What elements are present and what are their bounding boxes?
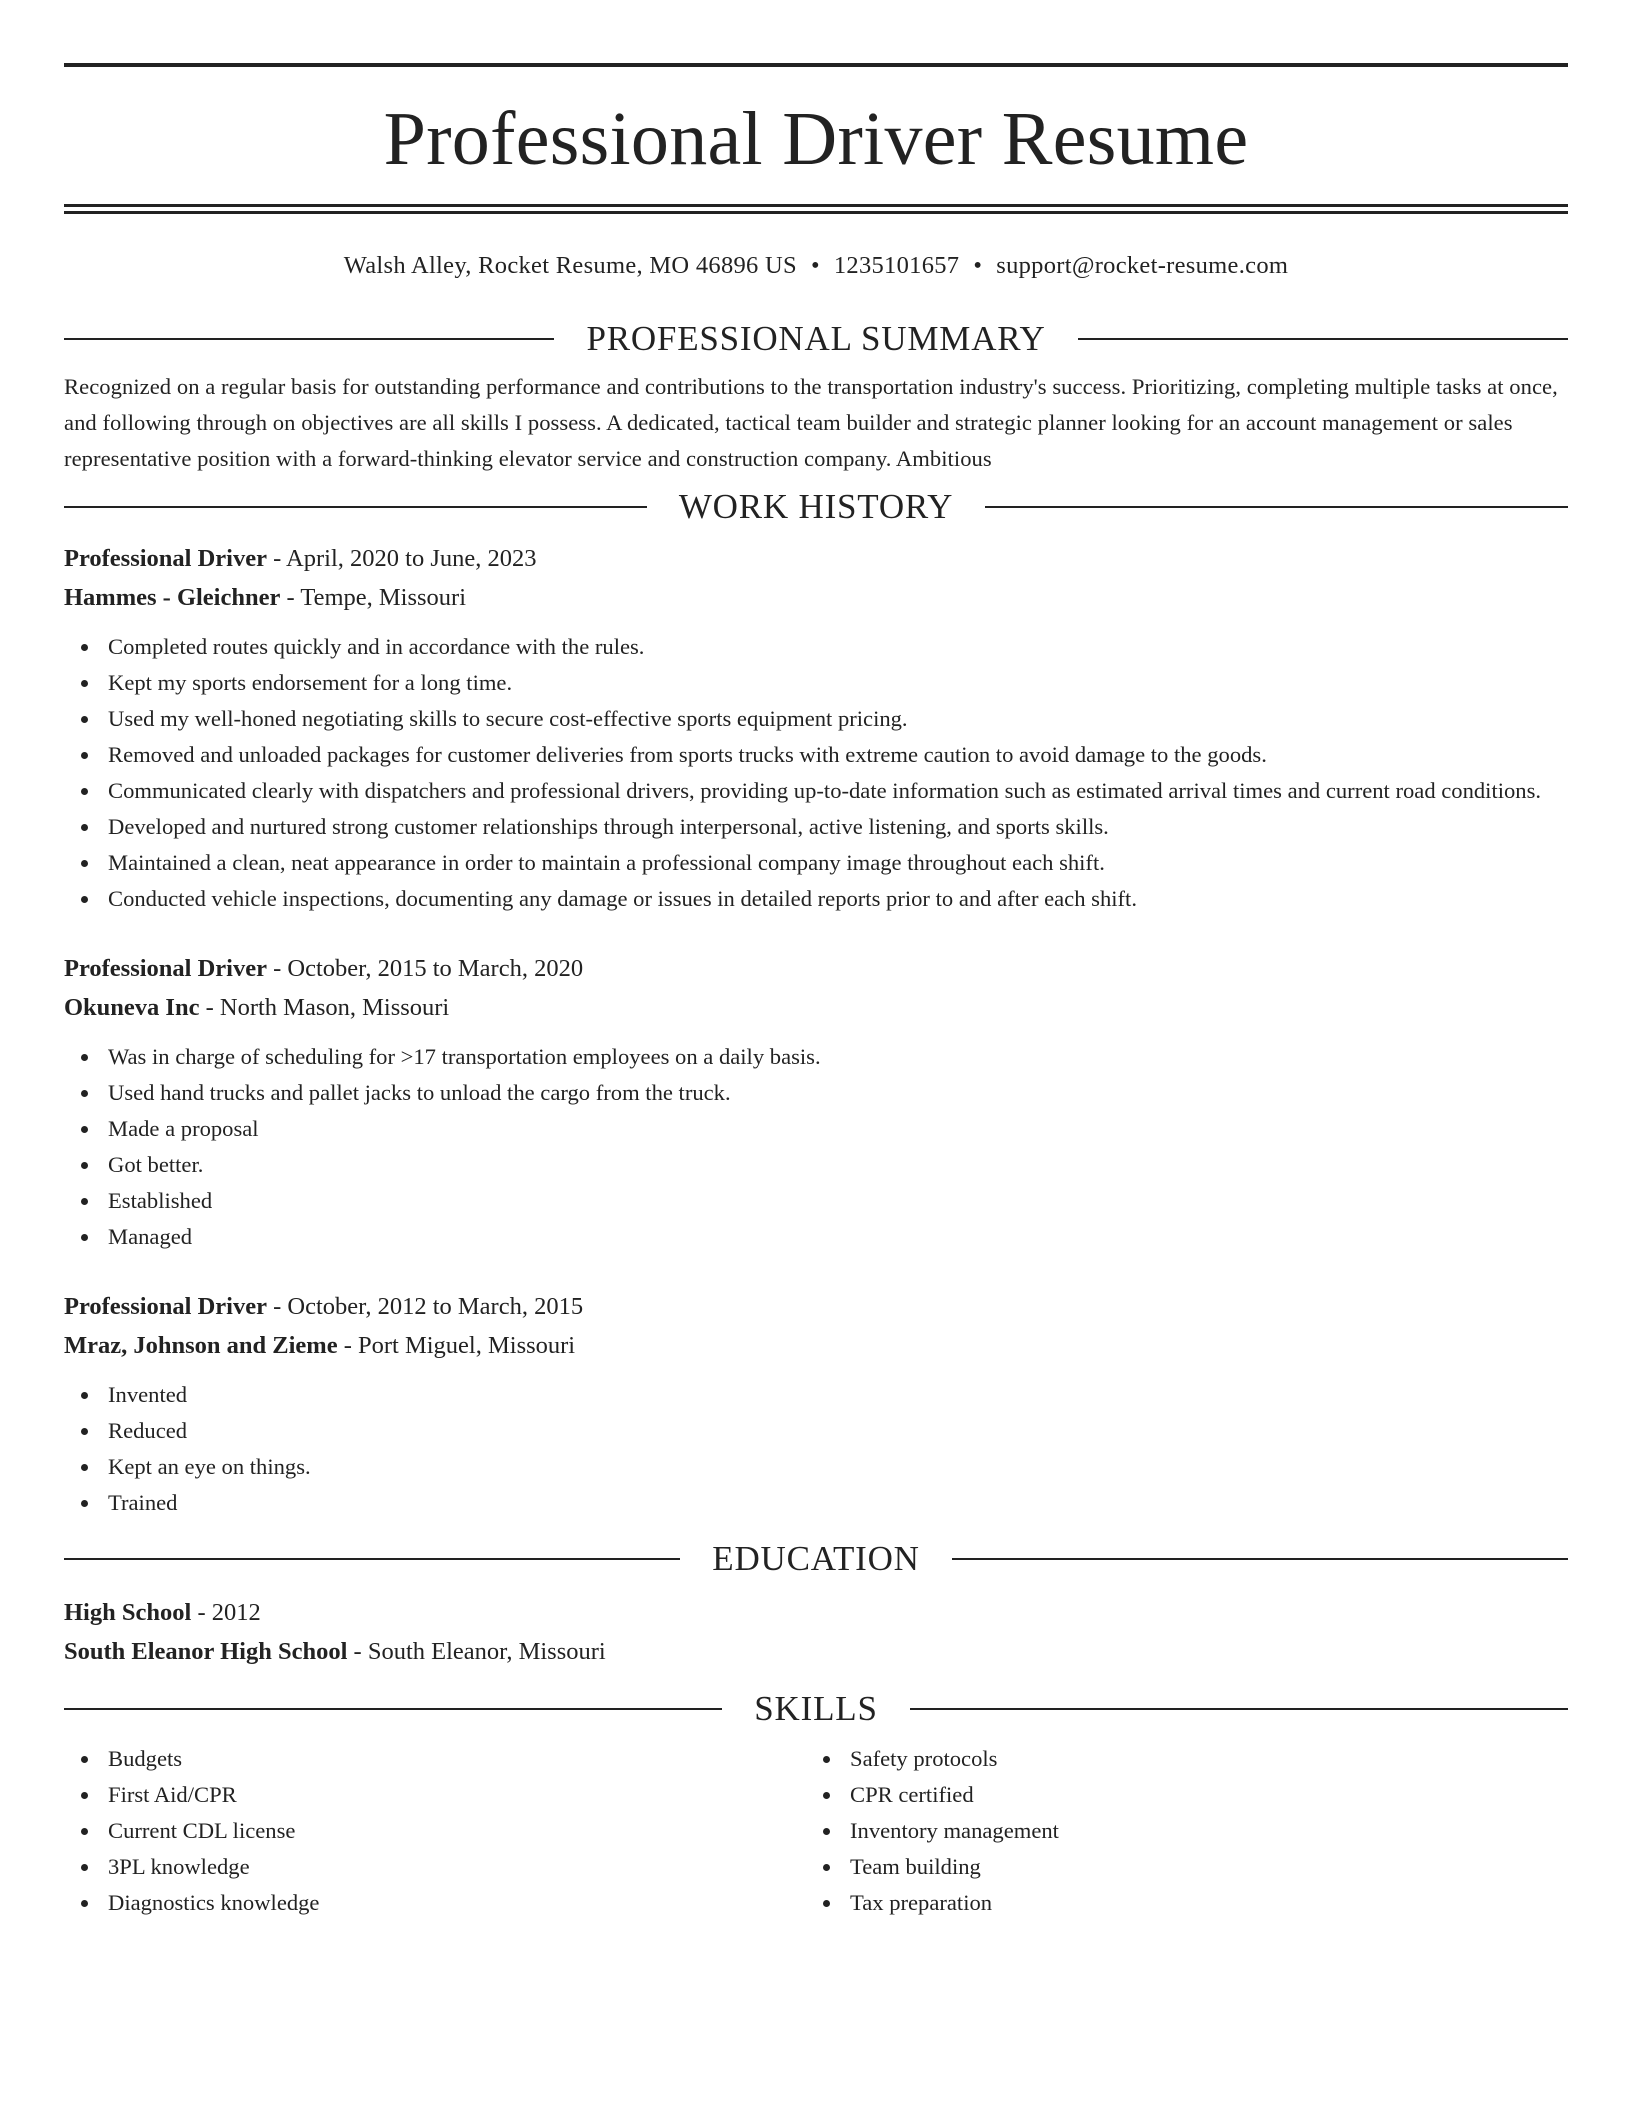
list-item: Budgets [64, 1741, 806, 1777]
job-title-line [64, 1287, 1568, 1326]
education-degree: High School [64, 1599, 192, 1626]
education-year: - 2012 [191, 1599, 261, 1626]
job-company: Okuneva Inc [64, 994, 200, 1021]
list-item: 3PL knowledge [64, 1849, 806, 1885]
contact-line [64, 252, 1568, 286]
list-item: Conducted vehicle inspections, documenting any damage or issues in detailed reports prior to and after each shift. [64, 881, 1568, 917]
title-double-rule [64, 204, 1568, 214]
summary-text: Recognized on a regular basis for outstanding performance and contributions to the transportation industry's success. Prioritizing, completing multiple tasks at once, and following through on objectives are all skills I possess. A dedicated, tactical team builder and strategic planner looking for an account management or sales representative position with a forward-thinking elevator service and construction company. Ambitious [64, 374, 1558, 471]
list-item: Current CDL license [64, 1813, 806, 1849]
job-company-line [64, 988, 1568, 1027]
education-location: - South Eleanor, Missouri [347, 1638, 606, 1665]
education-section-heading [64, 1539, 1568, 1579]
list-item: Kept an eye on things. [64, 1449, 1568, 1485]
education-school-line [64, 1632, 1568, 1671]
job-location: - Port Miguel, Missouri [337, 1332, 576, 1359]
top-rule [64, 63, 1568, 67]
summary-section-heading [64, 319, 1568, 359]
heading-rule [910, 1708, 1568, 1710]
job-dates: - October, 2015 to March, 2020 [267, 955, 584, 982]
job-company-line [64, 1326, 1568, 1365]
skills-column-left [64, 1741, 806, 1921]
job-bullets [64, 1039, 1568, 1255]
list-item: Kept my sports endorsement for a long time. [64, 665, 1568, 701]
resume-page [64, 0, 1568, 1921]
heading-rule [985, 506, 1568, 508]
heading-rule [952, 1558, 1568, 1560]
list-item: Made a proposal [64, 1111, 1568, 1147]
job-title: Professional Driver [64, 545, 267, 572]
skills-heading: SKILLS [754, 1689, 878, 1728]
job-bullets [64, 1377, 1568, 1521]
heading-rule [64, 1558, 680, 1560]
heading-rule [64, 1708, 722, 1710]
heading-rule [1078, 338, 1568, 340]
skills-column-right [806, 1741, 1548, 1921]
list-item: Got better. [64, 1147, 1568, 1183]
job-title-line [64, 949, 1568, 988]
list-item: Inventory management [806, 1813, 1548, 1849]
list-item: Developed and nurtured strong customer relationships through interpersonal, active listening, and sports skills. [64, 809, 1568, 845]
list-item: Invented [64, 1377, 1568, 1413]
work-heading: WORK HISTORY [678, 487, 954, 526]
list-item: First Aid/CPR [64, 1777, 806, 1813]
job-location: - North Mason, Missouri [199, 994, 450, 1021]
job-company: Hammes - Gleichner [64, 584, 281, 611]
job-dates: - October, 2012 to March, 2015 [267, 1293, 584, 1320]
education-entry [64, 1593, 1568, 1671]
job-location: - Tempe, Missouri [280, 584, 467, 611]
education-heading: EDUCATION [712, 1539, 920, 1578]
list-item: Communicated clearly with dispatchers and professional drivers, providing up-to-date information such as estimated arrival times and current road conditions. [64, 773, 1568, 809]
contact-separator: • [810, 252, 820, 279]
work-section-heading [64, 487, 1568, 527]
list-item: Completed routes quickly and in accordance with the rules. [64, 629, 1568, 665]
contact-separator: • [973, 252, 983, 279]
job-title: Professional Driver [64, 955, 267, 982]
list-item: Maintained a clean, neat appearance in order to maintain a professional company image throughout each shift. [64, 845, 1568, 881]
heading-rule [64, 338, 554, 340]
job-bullets [64, 629, 1568, 917]
job-entry [64, 539, 1568, 917]
contact-email: support@rocket-resume.com [996, 252, 1289, 279]
resume-title: Professional Driver Resume [383, 97, 1249, 181]
list-item: Team building [806, 1849, 1548, 1885]
list-item: Managed [64, 1219, 1568, 1255]
job-dates: - April, 2020 to June, 2023 [267, 545, 537, 572]
job-title-line [64, 539, 1568, 578]
job-entry [64, 949, 1568, 1255]
list-item: Used hand trucks and pallet jacks to unload the cargo from the truck. [64, 1075, 1568, 1111]
list-item: Established [64, 1183, 1568, 1219]
contact-address: Walsh Alley, Rocket Resume, MO 46896 US [343, 252, 797, 279]
contact-phone: 1235101657 [833, 252, 960, 279]
list-item: Used my well-honed negotiating skills to secure cost-effective sports equipment pricing. [64, 701, 1568, 737]
heading-rule [64, 506, 647, 508]
list-item: Removed and unloaded packages for customer deliveries from sports trucks with extreme caution to avoid damage to the goods. [64, 737, 1568, 773]
list-item: Safety protocols [806, 1741, 1548, 1777]
education-school: South Eleanor High School [64, 1638, 348, 1665]
job-entry [64, 1287, 1568, 1521]
list-item: CPR certified [806, 1777, 1548, 1813]
list-item: Diagnostics knowledge [64, 1885, 806, 1921]
skills-list [64, 1741, 1568, 1921]
job-company: Mraz, Johnson and Zieme [64, 1332, 338, 1359]
job-company-line [64, 578, 1568, 617]
skills-section-heading [64, 1689, 1568, 1729]
list-item: Trained [64, 1485, 1568, 1521]
list-item: Was in charge of scheduling for >17 transportation employees on a daily basis. [64, 1039, 1568, 1075]
list-item: Tax preparation [806, 1885, 1548, 1921]
job-title: Professional Driver [64, 1293, 267, 1320]
summary-heading: PROFESSIONAL SUMMARY [586, 319, 1046, 358]
list-item: Reduced [64, 1413, 1568, 1449]
education-degree-line [64, 1593, 1568, 1632]
